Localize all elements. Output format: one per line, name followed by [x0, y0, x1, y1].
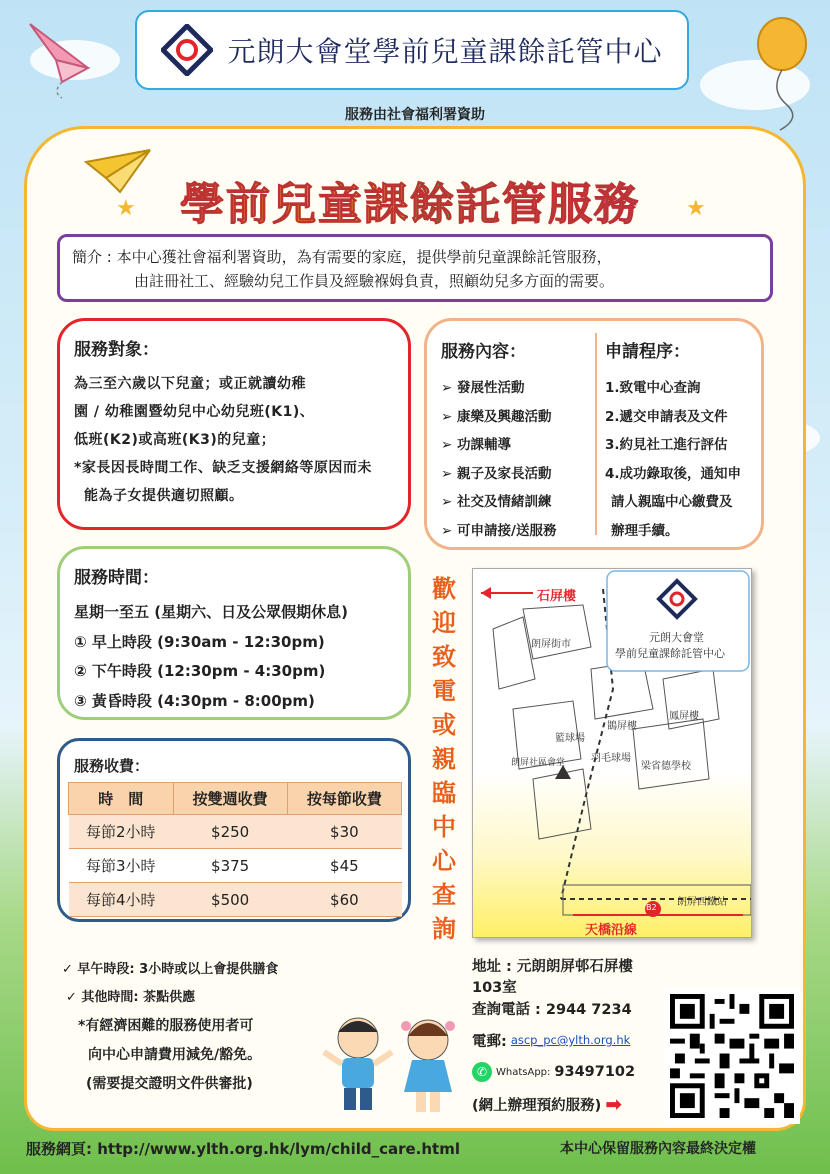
list-item: ➢ 發展性活動	[441, 380, 525, 396]
funded-by-text: 服務由社會福利署資助	[345, 107, 485, 123]
boy-figure	[324, 1018, 392, 1110]
fees-box	[57, 738, 411, 922]
online-row	[472, 1088, 662, 1120]
target-heading: 服務對象：	[74, 340, 159, 360]
map-label: 天橋沿線	[585, 923, 638, 938]
target-box	[57, 318, 411, 530]
intro-box	[57, 234, 773, 302]
qr-code-icon	[670, 994, 794, 1118]
qr-code[interactable]	[664, 988, 800, 1124]
column-header: 按雙週收費	[173, 783, 287, 815]
target-line: 能為子女提供適切照顧。	[84, 488, 244, 504]
table-cell: $500	[173, 883, 287, 917]
table-row	[69, 883, 402, 917]
table-row	[69, 849, 402, 883]
girl-figure	[401, 1020, 455, 1112]
hours-line: ② 下午時段 (12:30pm - 4:30pm)	[74, 662, 326, 680]
table-cell: $45	[287, 849, 401, 883]
children-illustration	[318, 1008, 468, 1120]
hours-heading: 服務時間：	[74, 568, 159, 588]
services-procedure-box	[424, 318, 764, 550]
map-label: 籃球場	[555, 733, 585, 744]
hours-box	[57, 546, 411, 720]
note-item: ✓ 其他時間: 茶點供應	[66, 990, 196, 1005]
column-header: 時 間	[69, 783, 174, 815]
list-item: 2.遞交申請表及文件	[605, 408, 728, 425]
services-heading: 服務內容：	[441, 342, 526, 362]
fees-heading: 服務收費：	[74, 757, 150, 775]
table-cell: 每節4小時	[69, 883, 174, 917]
whatsapp-icon: ✆	[472, 1062, 492, 1082]
warning-line: *有經濟困難的服務使用者可	[78, 1018, 254, 1034]
table-cell: $30	[287, 815, 401, 849]
table-cell: $60	[287, 883, 401, 917]
welcome-text: 歡迎致電或親臨中心查詢	[432, 575, 456, 943]
list-item: 辦理手續。	[611, 522, 679, 539]
logo-icon	[161, 24, 213, 76]
table-cell: $250	[173, 815, 287, 849]
list-item: ➢ 可申請接/送服務	[441, 522, 557, 539]
table-cell: 每節3小時	[69, 849, 174, 883]
online-booking-text: (網上辦理預約服務)	[472, 1097, 602, 1114]
rights-text: 本中心保留服務內容最終決定權	[560, 1141, 756, 1157]
note-item: ✓ 早午時段: 3小時或以上會提供膳食	[62, 962, 279, 977]
procedure-column	[605, 337, 741, 545]
arrow-right-icon: ➡	[605, 1092, 623, 1116]
list-item: ➢ 功課輔導	[441, 437, 512, 453]
target-line: *家長因長時間工作、缺乏支援網絡等原因而未	[74, 460, 372, 476]
intro-line: 由註冊社工、經驗幼兒工作員及經驗褓姆負責，照顧幼兒多方面的需要。	[134, 272, 615, 290]
contact-block	[472, 960, 662, 1120]
whatsapp-label: WhatsApp:	[496, 1066, 551, 1078]
table-cell: $375	[173, 849, 287, 883]
hours-line: 星期一至五 (星期六、日及公眾假期休息)	[74, 603, 348, 621]
map-label: 鳳屏樓	[669, 711, 699, 722]
services-column	[441, 337, 556, 545]
column-header: 按每節收費	[287, 783, 401, 815]
website-link[interactable]: 服務網頁: http://www.ylth.org.hk/lym/child_care.html	[26, 1140, 461, 1158]
map-label: B2	[646, 903, 657, 912]
map-label: 梁省德學校	[641, 761, 691, 772]
warning-line: (需要提交證明文件供審批)	[86, 1076, 253, 1092]
address-text: 地址 : 元朗朗屏邨石屏樓103室	[472, 959, 633, 996]
map-label: 朗屏社區會堂	[511, 758, 566, 768]
map-label: 羽毛球場	[591, 753, 631, 764]
target-line: 園 / 幼稚園暨幼兒中心幼兒班(K1)、	[74, 404, 315, 420]
service-title: 學前兒童課餘託管服務	[110, 168, 710, 232]
table-cell: 每節2小時	[69, 815, 174, 849]
list-item: 3.約見社工進行評估	[605, 437, 728, 453]
email-link[interactable]: ascp_pc@ylth.org.hk	[510, 1033, 631, 1047]
procedure-heading: 申請程序：	[605, 342, 690, 362]
map-label: 元朗大會堂	[649, 631, 704, 644]
header-title: 元朗大會堂學前兒童課餘託管中心	[227, 35, 663, 68]
list-item: ➢ 社交及情緒訓練	[441, 494, 552, 510]
hours-line: ③ 黃昏時段 (4:30pm - 8:00pm)	[74, 691, 315, 710]
email-label: 電郵:	[472, 1033, 507, 1050]
target-line: 低班(K2)或高班(K3)的兒童；	[74, 432, 276, 448]
map-label: 朗屏西鐵站	[677, 897, 727, 908]
list-item: 請人親臨中心繳費及	[611, 494, 733, 510]
divider	[595, 333, 597, 535]
phone-text: 查詢電話 : 2944 7234	[472, 1001, 632, 1018]
map-label: 學前兒童課餘託管中心	[615, 647, 725, 660]
list-item: 4.成功錄取後，通知申	[605, 465, 742, 482]
location-map	[472, 568, 752, 938]
whatsapp-row	[472, 1056, 662, 1088]
target-line: 為三至六歲以下兒童；或正就讀幼稚	[74, 376, 306, 392]
warning-line: 向中心申請費用減免/豁免。	[88, 1047, 262, 1063]
paper-plane-icon	[26, 20, 96, 100]
header-banner	[135, 10, 689, 90]
fees-table	[68, 782, 402, 917]
table-row	[69, 815, 402, 849]
intro-line: 簡介 : 本中心獲社會福利署資助，為有需要的家庭，提供學前兒童課餘託管服務，	[72, 248, 612, 266]
hours-line: ① 早上時段 (9:30am - 12:30pm)	[74, 632, 325, 651]
map-label: 石屏樓	[537, 589, 577, 604]
whatsapp-number[interactable]: 93497102	[554, 1064, 636, 1080]
list-item: ➢ 親子及家長活動	[441, 465, 552, 482]
list-item: 1.致電中心查詢	[605, 380, 701, 396]
map-label: 朗屏街市	[531, 639, 571, 650]
list-item: ➢ 康樂及興趣活動	[441, 408, 552, 425]
map-label: 鵲屏樓	[607, 721, 637, 732]
email-row	[472, 1024, 662, 1056]
